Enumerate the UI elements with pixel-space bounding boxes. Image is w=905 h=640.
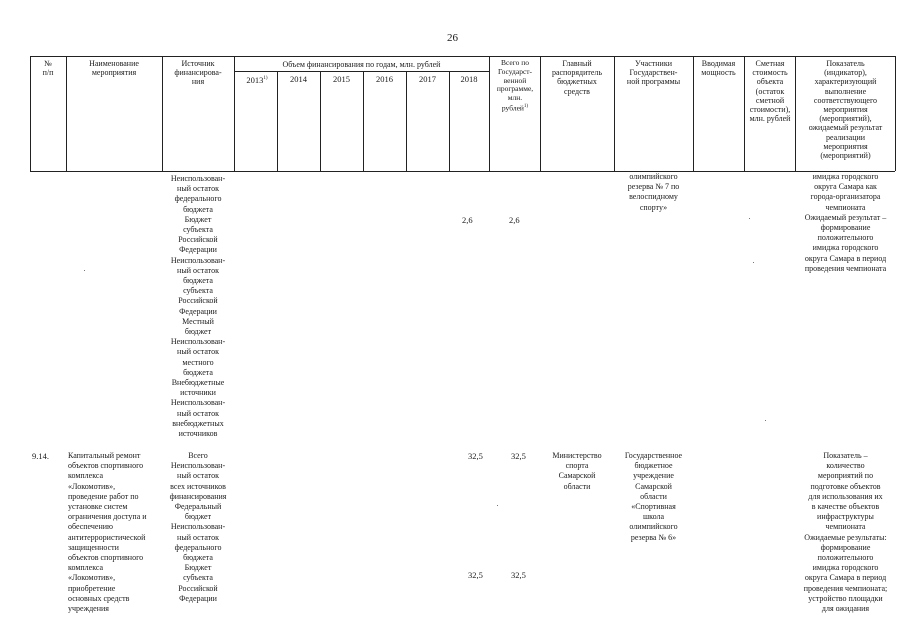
header-number: № п/п: [42, 59, 54, 78]
value-2018-regional-budget: 32,5: [468, 570, 483, 580]
header-activity-name: Наименование мероприятия: [89, 59, 139, 78]
funding-source-list: Всего Неиспользован- ный остаток всех источников финансирования Федеральный бюджет Неиспользован- ный остаток федерального бюджета Бюджет субъекта Российской Федерации: [169, 451, 227, 603]
scan-artifact: [84, 270, 85, 271]
value-2018-all-sources: 32,5: [468, 451, 483, 461]
header-chief-administrator: Главный распорядитель бюджетных средств: [551, 59, 603, 96]
scan-artifact: [749, 218, 750, 219]
value-total-all-sources: 32,5: [511, 451, 526, 461]
year-label: 2013: [246, 74, 264, 85]
value-total-regional-budget: 32,5: [511, 570, 526, 580]
year-2015: 2015: [333, 74, 350, 84]
value-2018: 2,6: [462, 215, 473, 225]
year-2017: 2017: [419, 74, 436, 84]
year-2016: 2016: [376, 74, 393, 84]
chief-administrator: Министерство спорта Самарской области: [552, 451, 602, 491]
header-bottom-border: [30, 171, 895, 172]
header-top-border: [30, 56, 895, 57]
page-number: 26: [447, 32, 458, 44]
col-border: [277, 71, 278, 171]
header-funding-by-years: Объем финансирования по годам, млн. рублей: [282, 60, 441, 69]
year-2014: 2014: [290, 74, 307, 84]
scan-artifact: [753, 262, 754, 263]
scan-artifact: [497, 505, 498, 506]
row-number: 9.14.: [32, 451, 49, 461]
indicator: Показатель – количество мероприятий по подготовке объектов для использования их в качестве объектов инфраструктуры чемпионата Ожидаемые результаты: формирование положительного имиджа городского округа Самара в период проведения чемпионата; устройство площадки для ожидания: [803, 451, 888, 614]
value-program-total: 2,6: [509, 215, 520, 225]
header-funding-source: Источник финансирова- ния: [174, 59, 222, 87]
col-border: [363, 71, 364, 171]
funding-source-list: Неиспользован- ный остаток федерального бюджета Бюджет субъекта Российской Федерации Неиспользован- ный остаток бюджета субъекта Российской Федерации Местный бюджет Неиспользован- ный остаток местного бюджета Внебюджетные источники Неиспользован- ный остаток внебюджетных источников: [170, 174, 226, 439]
col-border: [234, 56, 235, 171]
header-program-total: [490, 59, 540, 113]
header-program-participants: Участники Государствен- ной программы: [626, 59, 681, 87]
indicator-continued: имиджа городского округа Самара как города-организатора чемпионата Ожидаемый результат – формирование положительного имиджа городского округа Самара в период проведения чемпионата: [804, 172, 887, 273]
scan-artifact: [765, 420, 766, 421]
header-estimated-cost: Сметная стоимость объекта (остаток сметной стоимости), млн. рублей: [749, 59, 791, 124]
col-border: [895, 56, 896, 171]
program-participants: Государственное бюджетное учреждение Самарской области «Спортивная школа олимпийского резерва № 6»: [624, 451, 683, 542]
header-capacity: Вводимая мощность: [701, 59, 736, 78]
header-program-total-label: Всего по Государст- венной программе, млн. рублей: [496, 58, 534, 113]
col-border: [449, 71, 450, 171]
year-2018: 2018: [460, 74, 478, 84]
footnote-mark: 1): [523, 103, 529, 109]
footnote-mark: 1): [263, 76, 268, 81]
header-indicator: Показатель (индикатор), характеризующий выполнение соответствующего мероприятия (мероприятий), ожидаемый результат реализации мероприятия (мероприятий): [808, 59, 883, 161]
participants-continued: олимпийского резерва № 7 по велоспидному спорту»: [627, 172, 680, 212]
col-border: [406, 71, 407, 171]
col-border: [320, 71, 321, 171]
activity-name: Капитальный ремонт объектов спортивного комплекса «Локомотив», проведение работ по установке систем ограничения доступа и обеспечению антитеррористической защищенности объектов спортивного комплекса «Локомотив», приобретение основных средств учреждения: [68, 451, 147, 614]
year-2013: [238, 74, 276, 85]
years-divider: [234, 71, 489, 72]
